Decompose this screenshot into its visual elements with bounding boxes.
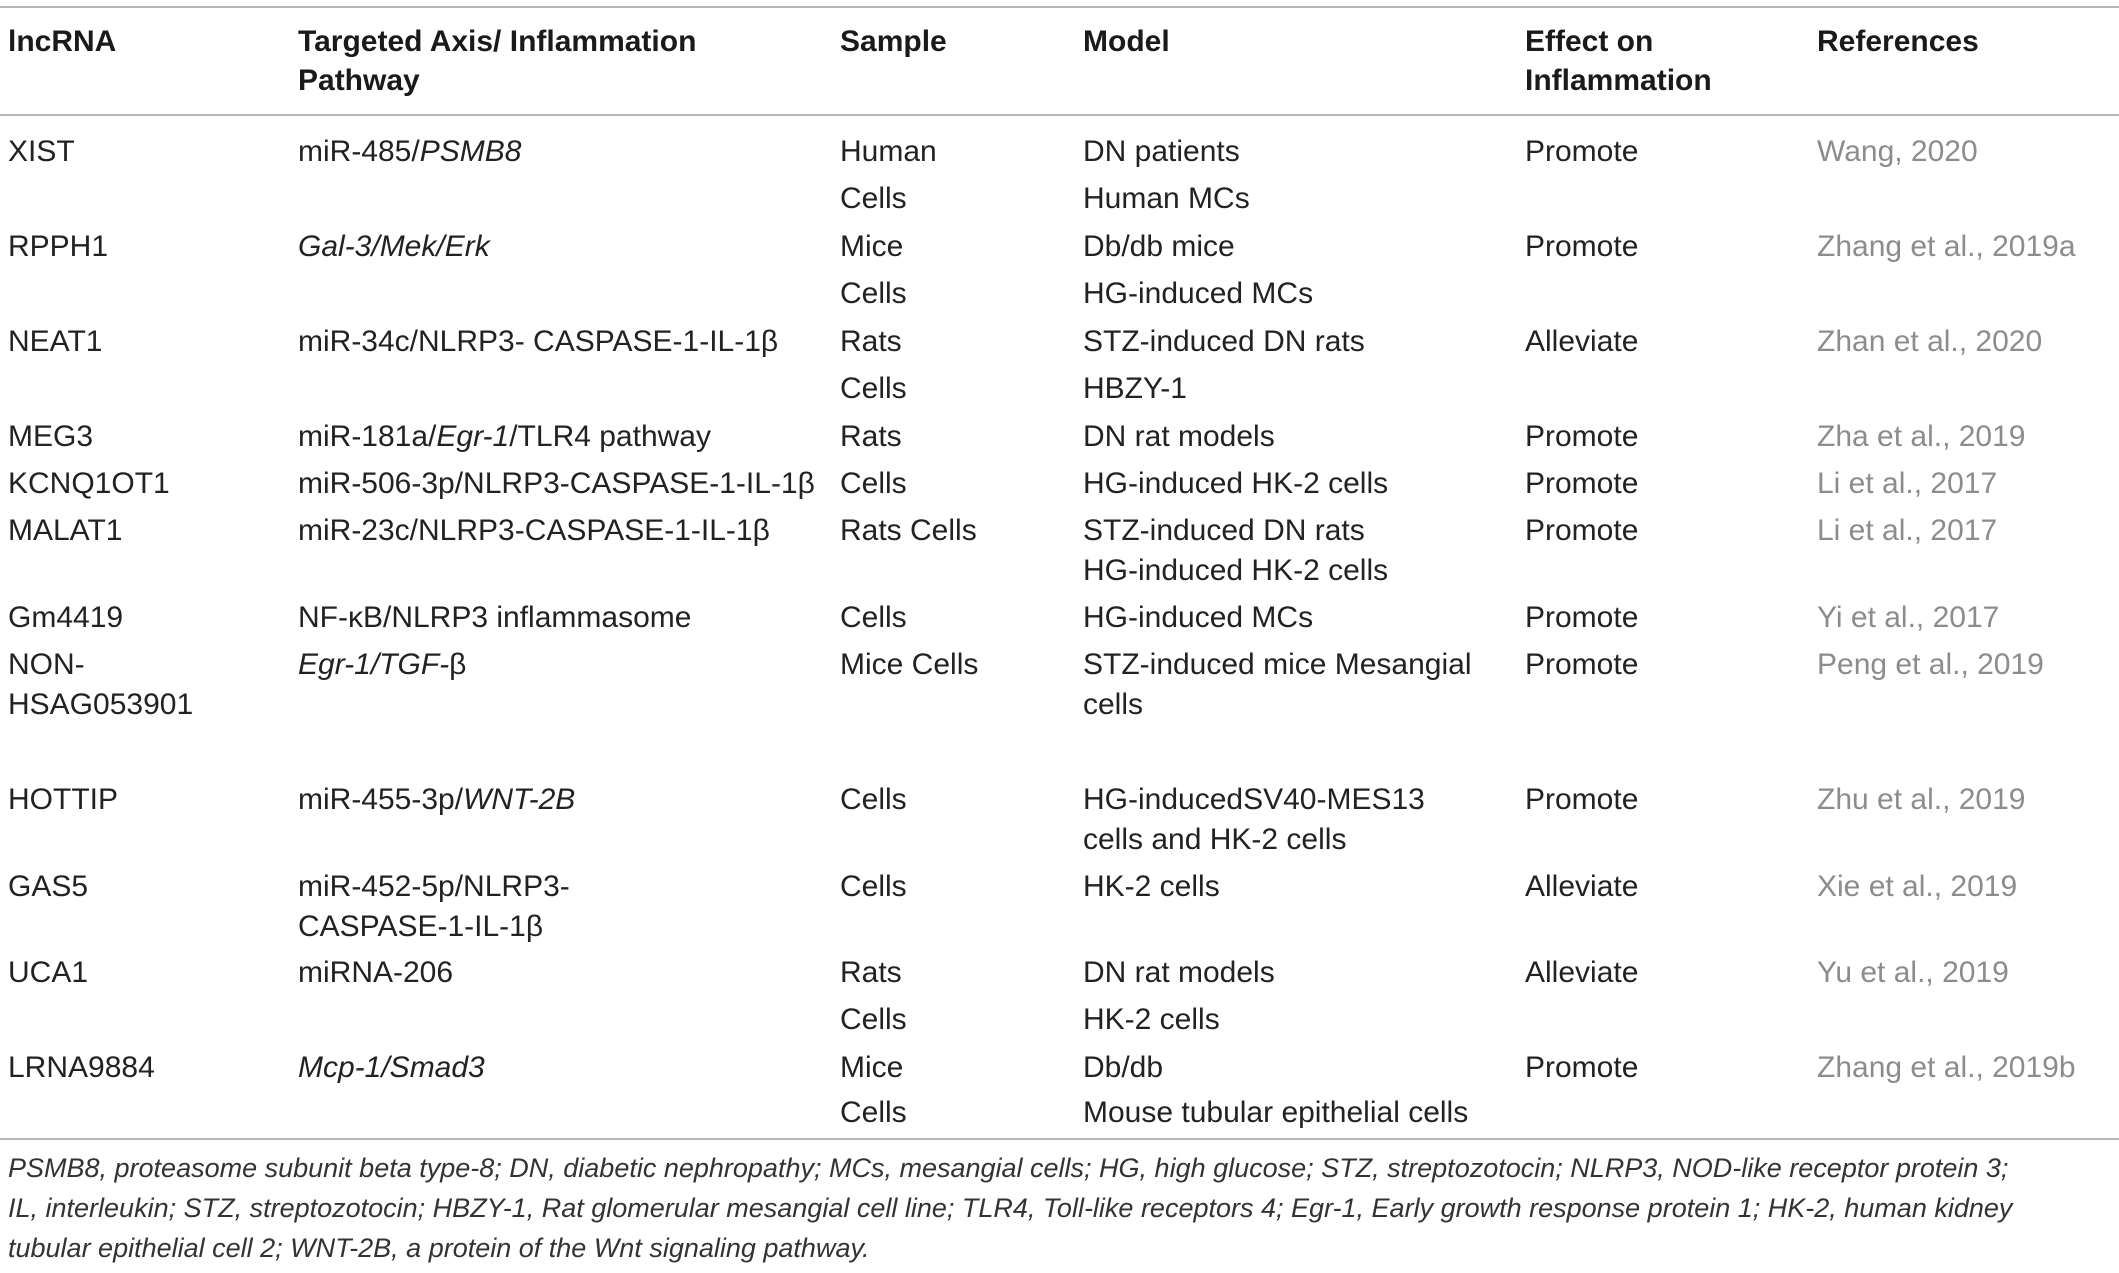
cell-model: HG-inducedSV40-MES13: [1083, 783, 1425, 816]
cell-lncrna: MEG3: [8, 420, 94, 453]
cell-model: HK-2 cells: [1083, 870, 1220, 903]
cell-model: STZ-induced mice Mesangial: [1083, 648, 1472, 681]
header-effect-line1: Effect on: [1525, 25, 1654, 58]
cell-sample: Mice: [840, 230, 904, 263]
cell-axis: Mcp-1/Smad3: [298, 1051, 485, 1084]
cell-sample: Cells: [840, 1096, 907, 1129]
cell-axis: miR-34c/NLRP3- CASPASE-1-IL-1β: [298, 325, 779, 358]
cell-sample: Mice Cells: [840, 648, 979, 681]
cell-model: DN patients: [1083, 135, 1240, 168]
cell-sample: Cells: [840, 601, 907, 634]
cell-lncrna: GAS5: [8, 870, 89, 903]
cell-sample: Cells: [840, 467, 907, 500]
cell-reference: Peng et al., 2019: [1817, 648, 2044, 681]
cell-axis: miR-506-3p/NLRP3-CASPASE-1-IL-1β: [298, 467, 815, 500]
cell-sample: Cells: [840, 182, 907, 215]
cell-lncrna: HOTTIP: [8, 783, 118, 816]
cell-axis: miR-455-3p/WNT-2B: [298, 783, 576, 816]
header-sample: Sample: [840, 25, 947, 58]
cell-reference: Zha et al., 2019: [1817, 420, 2026, 453]
cell-lncrna: RPPH1: [8, 230, 109, 263]
header-references: References: [1817, 25, 1979, 58]
cell-model: HG-induced HK-2 cells: [1083, 467, 1389, 500]
cell-model: Db/db mice: [1083, 230, 1235, 263]
cell-model: HBZY-1: [1083, 372, 1187, 405]
cell-model-line2: HG-induced HK-2 cells: [1083, 554, 1389, 587]
cell-sample: Rats: [840, 956, 902, 989]
cell-axis: miR-23c/NLRP3-CASPASE-1-IL-1β: [298, 514, 770, 547]
cell-sample: Rats: [840, 325, 902, 358]
cell-lncrna: KCNQ1OT1: [8, 467, 170, 500]
cell-model: Human MCs: [1083, 182, 1250, 215]
cell-effect: Promote: [1525, 135, 1639, 168]
cell-lncrna: Gm4419: [8, 601, 124, 634]
cell-model: STZ-induced DN rats: [1083, 325, 1365, 358]
cell-effect: Promote: [1525, 467, 1639, 500]
cell-lncrna-line2: HSAG053901: [8, 688, 194, 721]
cell-reference: Li et al., 2017: [1817, 514, 1998, 547]
header-lncrna: lncRNA: [8, 25, 117, 58]
cell-reference: Zhan et al., 2020: [1817, 325, 2043, 358]
cell-effect: Promote: [1525, 230, 1639, 263]
cell-sample: Cells: [840, 783, 907, 816]
cell-model-line2: cells and HK-2 cells: [1083, 823, 1347, 856]
cell-axis: NF-κB/NLRP3 inflammasome: [298, 601, 692, 634]
cell-effect: Alleviate: [1525, 956, 1639, 989]
cell-reference: Zhang et al., 2019b: [1817, 1051, 2076, 1084]
table-top-rule: [0, 6, 2119, 8]
cell-axis-line2: CASPASE-1-IL-1β: [298, 910, 544, 943]
cell-lncrna: XIST: [8, 135, 75, 168]
cell-sample: Cells: [840, 277, 907, 310]
cell-reference: Xie et al., 2019: [1817, 870, 2018, 903]
cell-lncrna: UCA1: [8, 956, 89, 989]
cell-effect: Promote: [1525, 514, 1639, 547]
table-bottom-rule: [0, 1138, 2119, 1140]
cell-model: HG-induced MCs: [1083, 277, 1314, 310]
cell-effect: Promote: [1525, 648, 1639, 681]
cell-axis: miR-452-5p/NLRP3-: [298, 870, 570, 903]
cell-lncrna: LRNA9884: [8, 1051, 155, 1084]
cell-lncrna: NON-: [8, 648, 85, 681]
cell-model: Mouse tubular epithelial cells: [1083, 1096, 1469, 1129]
cell-reference: Yu et al., 2019: [1817, 956, 2009, 989]
cell-model: Db/db: [1083, 1051, 1164, 1084]
table-footnote: [8, 1148, 2112, 1268]
header-model: Model: [1083, 25, 1170, 58]
header-axis-line2: Pathway: [298, 64, 420, 97]
cell-effect: Alleviate: [1525, 870, 1639, 903]
cell-sample: Mice: [840, 1051, 904, 1084]
cell-reference: Li et al., 2017: [1817, 467, 1998, 500]
cell-effect: Promote: [1525, 783, 1639, 816]
cell-sample: Human: [840, 135, 937, 168]
cell-lncrna: NEAT1: [8, 325, 103, 358]
cell-model: HK-2 cells: [1083, 1003, 1220, 1036]
footnote-line-3: tubular epithelial cell 2; WNT-2B, a protein of the Wnt signaling pathway.: [8, 1233, 870, 1263]
cell-reference: Yi et al., 2017: [1817, 601, 2000, 634]
cell-effect: Alleviate: [1525, 325, 1639, 358]
cell-sample: Cells: [840, 372, 907, 405]
cell-axis: miR-181a/Egr-1/TLR4 pathway: [298, 420, 711, 453]
cell-sample: Rats: [840, 420, 902, 453]
cell-model-line2: cells: [1083, 688, 1144, 721]
cell-effect: Promote: [1525, 420, 1639, 453]
cell-axis: Gal-3/Mek/Erk: [298, 230, 490, 263]
cell-axis: miRNA-206: [298, 956, 454, 989]
cell-model: DN rat models: [1083, 420, 1275, 453]
table-header-rule: [0, 114, 2119, 116]
cell-axis: miR-485/PSMB8: [298, 135, 522, 168]
cell-sample: Rats Cells: [840, 514, 977, 547]
cell-lncrna: MALAT1: [8, 514, 123, 547]
cell-reference: Wang, 2020: [1817, 135, 1978, 168]
cell-sample: Cells: [840, 870, 907, 903]
cell-effect: Promote: [1525, 601, 1639, 634]
cell-reference: Zhang et al., 2019a: [1817, 230, 2076, 263]
cell-model: DN rat models: [1083, 956, 1275, 989]
header-axis-line1: Targeted Axis/ Inflammation: [298, 25, 697, 58]
cell-sample: Cells: [840, 1003, 907, 1036]
header-effect-line2: Inflammation: [1525, 64, 1712, 97]
footnote-line-1: PSMB8, proteasome subunit beta type-8; DN, diabetic nephropathy; MCs, mesangial cells; HG, high glucose; STZ, streptozotocin; NLRP3, NOD-like receptor protein 3;: [8, 1153, 2009, 1183]
footnote-line-2: IL, interleukin; STZ, streptozotocin; HBZY-1, Rat glomerular mesangial cell line; TLR4, Toll-like receptors 4; Egr-1, Early growth response protein 1; HK-2, human kidney: [8, 1193, 2013, 1223]
cell-model: STZ-induced DN rats: [1083, 514, 1365, 547]
cell-axis: Egr-1/TGF-β: [298, 648, 467, 681]
cell-effect: Promote: [1525, 1051, 1639, 1084]
cell-reference: Zhu et al., 2019: [1817, 783, 2026, 816]
cell-model: HG-induced MCs: [1083, 601, 1314, 634]
